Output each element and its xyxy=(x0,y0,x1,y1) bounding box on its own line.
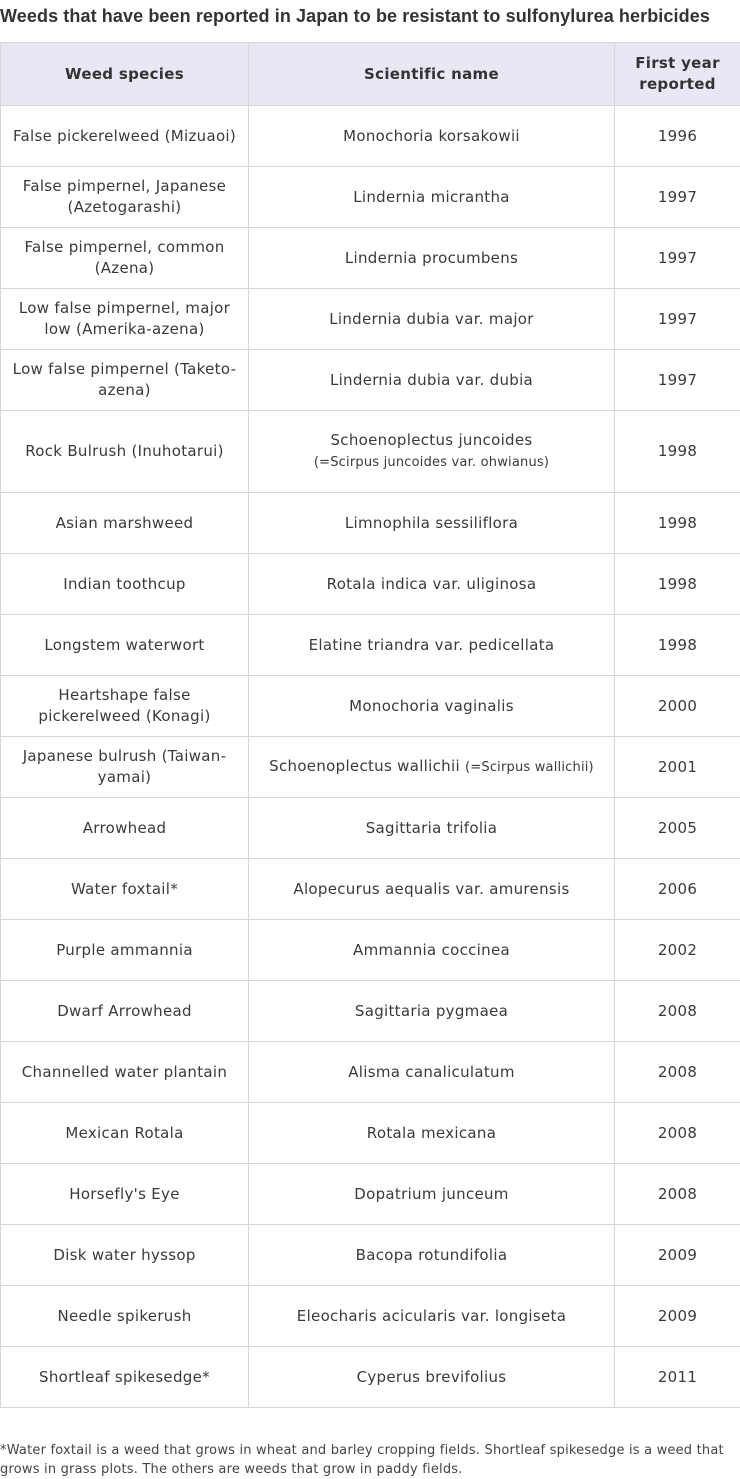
first-year-reported-cell: 1997 xyxy=(615,289,740,350)
weed-species-cell: Low false pimpernel (Taketo-azena) xyxy=(1,350,249,411)
scientific-name: Ammannia coccinea xyxy=(353,941,510,959)
resistant-weeds-table xyxy=(0,42,740,1408)
scientific-name-cell xyxy=(249,493,615,554)
scientific-name: Lindernia micrantha xyxy=(353,188,510,206)
scientific-name: Monochoria vaginalis xyxy=(349,697,514,715)
weed-species-cell: Rock Bulrush (Inuhotarui) xyxy=(1,411,249,493)
scientific-name-cell xyxy=(249,1347,615,1408)
scientific-name-cell xyxy=(249,1225,615,1286)
first-year-reported-cell: 2008 xyxy=(615,1103,740,1164)
weed-species-cell: Heartshape false pickerelweed (Konagi) xyxy=(1,676,249,737)
scientific-name: Monochoria korsakowii xyxy=(343,127,520,145)
table-row xyxy=(1,1347,740,1408)
scientific-name-synonym: (=Scirpus juncoides var. ohwianus) xyxy=(314,455,549,470)
weed-species-cell: False pimpernel, common (Azena) xyxy=(1,228,249,289)
scientific-name-cell xyxy=(249,350,615,411)
scientific-name-cell xyxy=(249,1286,615,1347)
table-row xyxy=(1,554,740,615)
weed-species-cell: Dwarf Arrowhead xyxy=(1,981,249,1042)
header-scientific-name: Scientific name xyxy=(249,43,615,106)
table-row xyxy=(1,676,740,737)
weed-species-cell: Indian toothcup xyxy=(1,554,249,615)
scientific-name: Schoenoplectus wallichii xyxy=(269,757,460,775)
scientific-name-cell xyxy=(249,1042,615,1103)
first-year-reported-cell: 1997 xyxy=(615,350,740,411)
table-row xyxy=(1,106,740,167)
table-row xyxy=(1,1103,740,1164)
weed-species-cell: Purple ammannia xyxy=(1,920,249,981)
scientific-name-synonym: (=Scirpus wallichii) xyxy=(465,760,594,775)
table-row xyxy=(1,798,740,859)
first-year-reported-cell: 2000 xyxy=(615,676,740,737)
scientific-name: Sagittaria pygmaea xyxy=(355,1002,508,1020)
table-row xyxy=(1,411,740,493)
scientific-name-cell xyxy=(249,1164,615,1225)
scientific-name: Elatine triandra var. pedicellata xyxy=(309,636,555,654)
first-year-reported-cell: 2011 xyxy=(615,1347,740,1408)
scientific-name-cell xyxy=(249,920,615,981)
scientific-name-cell xyxy=(249,289,615,350)
header-weed-species: Weed species xyxy=(1,43,249,106)
scientific-name: Rotala indica var. uliginosa xyxy=(327,575,537,593)
first-year-reported-cell: 1997 xyxy=(615,167,740,228)
first-year-reported-cell: 2005 xyxy=(615,798,740,859)
page-title: Weeds that have been reported in Japan to be resistant to sulfonylurea herbicides xyxy=(0,4,740,28)
first-year-reported-cell: 1998 xyxy=(615,615,740,676)
table-row xyxy=(1,981,740,1042)
scientific-name: Limnophila sessiliflora xyxy=(345,514,518,532)
scientific-name: Alisma canaliculatum xyxy=(348,1063,515,1081)
scientific-name-cell xyxy=(249,1103,615,1164)
scientific-name: Eleocharis acicularis var. longiseta xyxy=(297,1307,566,1325)
first-year-reported-cell: 2002 xyxy=(615,920,740,981)
table-row xyxy=(1,167,740,228)
scientific-name-cell xyxy=(249,228,615,289)
weed-species-cell: Mexican Rotala xyxy=(1,1103,249,1164)
table-row xyxy=(1,228,740,289)
weed-species-cell: Asian marshweed xyxy=(1,493,249,554)
first-year-reported-cell: 2008 xyxy=(615,981,740,1042)
weed-species-cell: Shortleaf spikesedge* xyxy=(1,1347,249,1408)
weed-species-cell: Horsefly's Eye xyxy=(1,1164,249,1225)
weed-species-cell: Disk water hyssop xyxy=(1,1225,249,1286)
first-year-reported-cell: 2006 xyxy=(615,859,740,920)
first-year-reported-cell: 1996 xyxy=(615,106,740,167)
table-row xyxy=(1,737,740,798)
first-year-reported-cell: 2008 xyxy=(615,1164,740,1225)
scientific-name: Sagittaria trifolia xyxy=(366,819,498,837)
scientific-name-cell xyxy=(249,859,615,920)
table-header-row xyxy=(1,43,740,106)
first-year-reported-cell: 1998 xyxy=(615,411,740,493)
scientific-name: Lindernia procumbens xyxy=(345,249,518,267)
first-year-reported-cell: 2008 xyxy=(615,1042,740,1103)
weed-species-cell: False pickerelweed (Mizuaoi) xyxy=(1,106,249,167)
scientific-name: Cyperus brevifolius xyxy=(357,1368,507,1386)
scientific-name-cell xyxy=(249,981,615,1042)
scientific-name: Rotala mexicana xyxy=(367,1124,496,1142)
footnote: *Water foxtail is a weed that grows in wheat and barley cropping fields. Shortleaf spikesedge is a weed that grows in grass plots. The others are weeds that grow in paddy fields. xyxy=(0,1441,740,1479)
table-row xyxy=(1,1042,740,1103)
table-row xyxy=(1,289,740,350)
first-year-reported-cell: 2009 xyxy=(615,1225,740,1286)
weed-species-cell: Longstem waterwort xyxy=(1,615,249,676)
weed-species-cell: Needle spikerush xyxy=(1,1286,249,1347)
weed-species-cell: Arrowhead xyxy=(1,798,249,859)
table-row xyxy=(1,1164,740,1225)
first-year-reported-cell: 1997 xyxy=(615,228,740,289)
table-row xyxy=(1,1225,740,1286)
scientific-name: Schoenoplectus juncoides xyxy=(330,431,532,449)
scientific-name-cell xyxy=(249,676,615,737)
weed-species-cell: Low false pimpernel, major low (Amerika-azena) xyxy=(1,289,249,350)
scientific-name-cell xyxy=(249,737,615,798)
scientific-name: Bacopa rotundifolia xyxy=(356,1246,508,1264)
table-body xyxy=(1,106,740,1408)
resistant-weeds-table-container xyxy=(0,42,740,1408)
scientific-name: Lindernia dubia var. dubia xyxy=(330,371,533,389)
table-row xyxy=(1,920,740,981)
table-row xyxy=(1,1286,740,1347)
scientific-name: Lindernia dubia var. major xyxy=(329,310,534,328)
first-year-reported-cell: 2001 xyxy=(615,737,740,798)
scientific-name: Dopatrium junceum xyxy=(354,1185,508,1203)
table-row xyxy=(1,615,740,676)
table-row xyxy=(1,493,740,554)
table-row xyxy=(1,350,740,411)
scientific-name-cell xyxy=(249,798,615,859)
scientific-name-cell xyxy=(249,167,615,228)
scientific-name-cell xyxy=(249,615,615,676)
scientific-name-cell xyxy=(249,411,615,493)
scientific-name-cell xyxy=(249,554,615,615)
first-year-reported-cell: 2009 xyxy=(615,1286,740,1347)
header-first-year-reported: First year reported xyxy=(615,43,740,106)
table-row xyxy=(1,859,740,920)
weed-species-cell: Japanese bulrush (Taiwan-yamai) xyxy=(1,737,249,798)
weed-species-cell: False pimpernel, Japanese (Azetogarashi) xyxy=(1,167,249,228)
scientific-name-cell xyxy=(249,106,615,167)
scientific-name: Alopecurus aequalis var. amurensis xyxy=(293,880,569,898)
first-year-reported-cell: 1998 xyxy=(615,493,740,554)
weed-species-cell: Channelled water plantain xyxy=(1,1042,249,1103)
weed-species-cell: Water foxtail* xyxy=(1,859,249,920)
first-year-reported-cell: 1998 xyxy=(615,554,740,615)
